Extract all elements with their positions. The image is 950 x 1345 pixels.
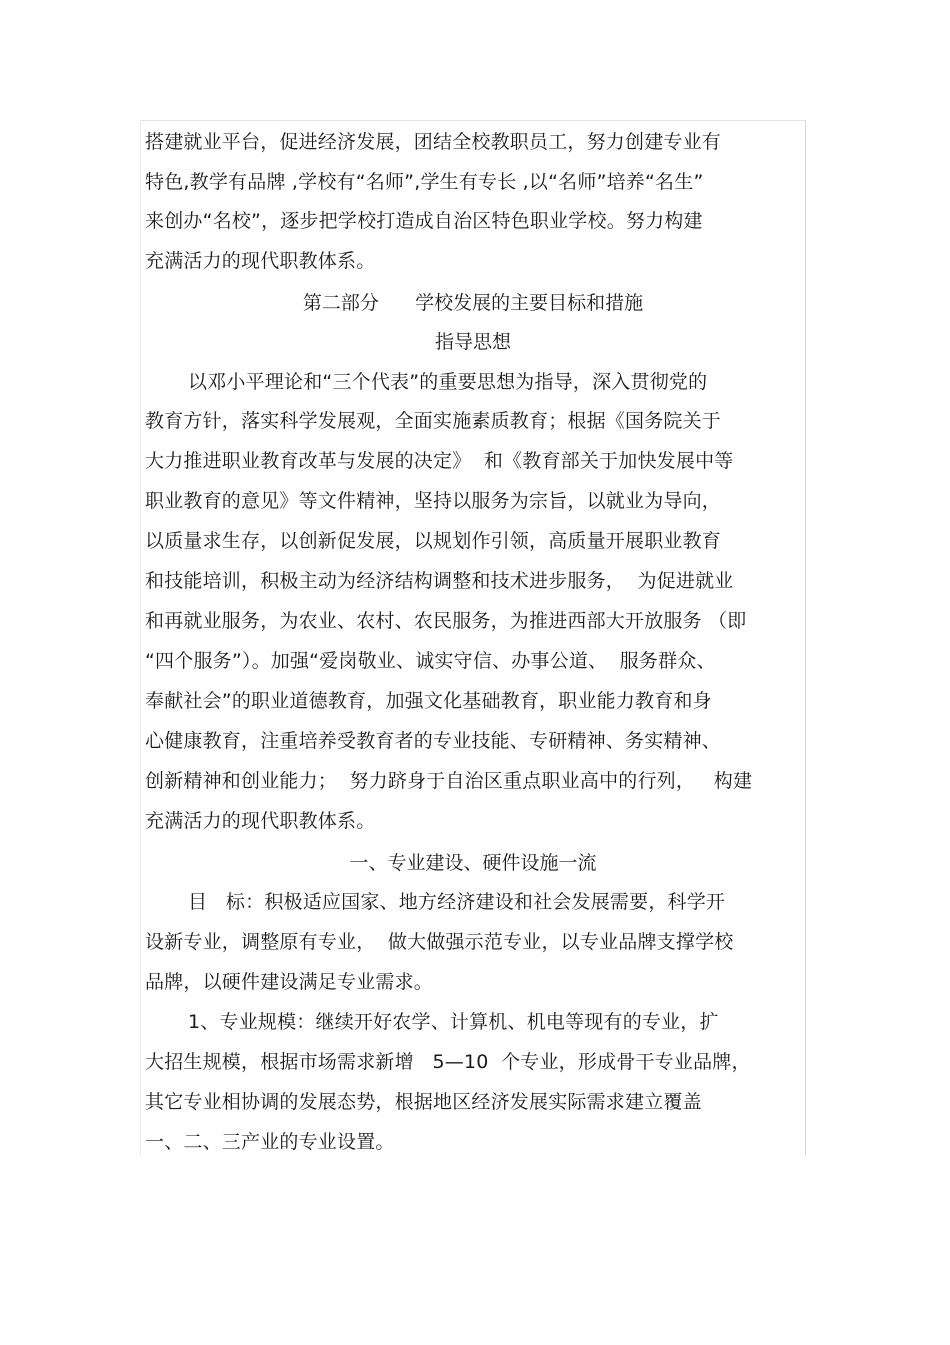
paragraph-line: 和技能培训，积极主动为经济结构调整和技术进步服务， 为促进就业 (145, 570, 734, 592)
paragraph-line: 其它专业相协调的发展态势，根据地区经济发展实际需求建立覆盖 (145, 1091, 702, 1113)
paragraph-line: 教育方针，落实科学发展观，全面实施素质教育；根据《国务院关于 (145, 410, 722, 432)
paragraph-line: 目 标：积极适应国家、地方经济建设和社会发展需要，科学开 (188, 891, 726, 913)
paragraph-line: 一、二、三产业的专业设置。 (145, 1131, 395, 1153)
part-heading: 第二部分 学校发展的主要目标和措施 (302, 292, 644, 314)
paragraph-line: 心健康教育，注重培养受教育者的专业技能、专研精神、务实精神、 (145, 730, 722, 752)
paragraph-line: 和再就业服务，为农业、农村、农民服务，为推进西部大开放服务 （即 (145, 610, 747, 632)
paragraph-line: 充满活力的现代职教体系。 (145, 810, 376, 832)
paragraph-line: 大力推进职业教育改革与发展的决定》 和《教育部关于加快发展中等 (145, 450, 734, 472)
paragraph-line: 来创办“名校”，逐步把学校打造成自治区特色职业学校。努力构建 (145, 210, 703, 232)
paragraph-line: 以邓小平理论和“三个代表”的重要思想为指导，深入贯彻党的 (188, 371, 708, 393)
paragraph-line: 奉献社会”的职业道德教育，加强文化基础教育，职业能力教育和身 (145, 690, 712, 712)
paragraph-line: “四个服务”）。加强“爱岗敬业、诚实守信、办事公道、 服务群众、 (145, 650, 716, 672)
paragraph-line: 职业教育的意见》等文件精神，坚持以服务为宗旨，以就业为导向， (145, 490, 722, 512)
paragraph-line: 创新精神和创业能力； 努力跻身于自治区重点职业高中的行列， 构建 (145, 770, 753, 792)
paragraph-line: 特色,教学有品牌 ,学校有“名师”,学生有专长 ,以“名师”培养“名生” (145, 171, 704, 193)
paragraph-line: 充满活力的现代职教体系。 (145, 250, 376, 272)
section-heading-one: 一、专业建设、硬件设施一流 (349, 852, 597, 874)
paragraph-line: 设新专业，调整原有专业， 做大做强示范专业，以专业品牌支撑学校 (145, 931, 734, 953)
section-heading-guiding: 指导思想 (434, 331, 511, 353)
paragraph-line: 大招生规模，根据市场需求新增 5—10 个专业，形成骨干专业品牌， (145, 1051, 751, 1073)
paragraph-line: 以质量求生存，以创新促发展，以规划作引领，高质量开展职业教育 (145, 530, 722, 552)
page-frame (140, 120, 806, 1155)
paragraph-line: 搭建就业平台，促进经济发展，团结全校教职员工，努力创建专业有 (145, 131, 722, 153)
paragraph-line: 品牌，以硬件建设满足专业需求。 (145, 971, 434, 993)
paragraph-line: 1、专业规模：继续开好农学、计算机、机电等现有的专业，扩 (188, 1011, 719, 1033)
